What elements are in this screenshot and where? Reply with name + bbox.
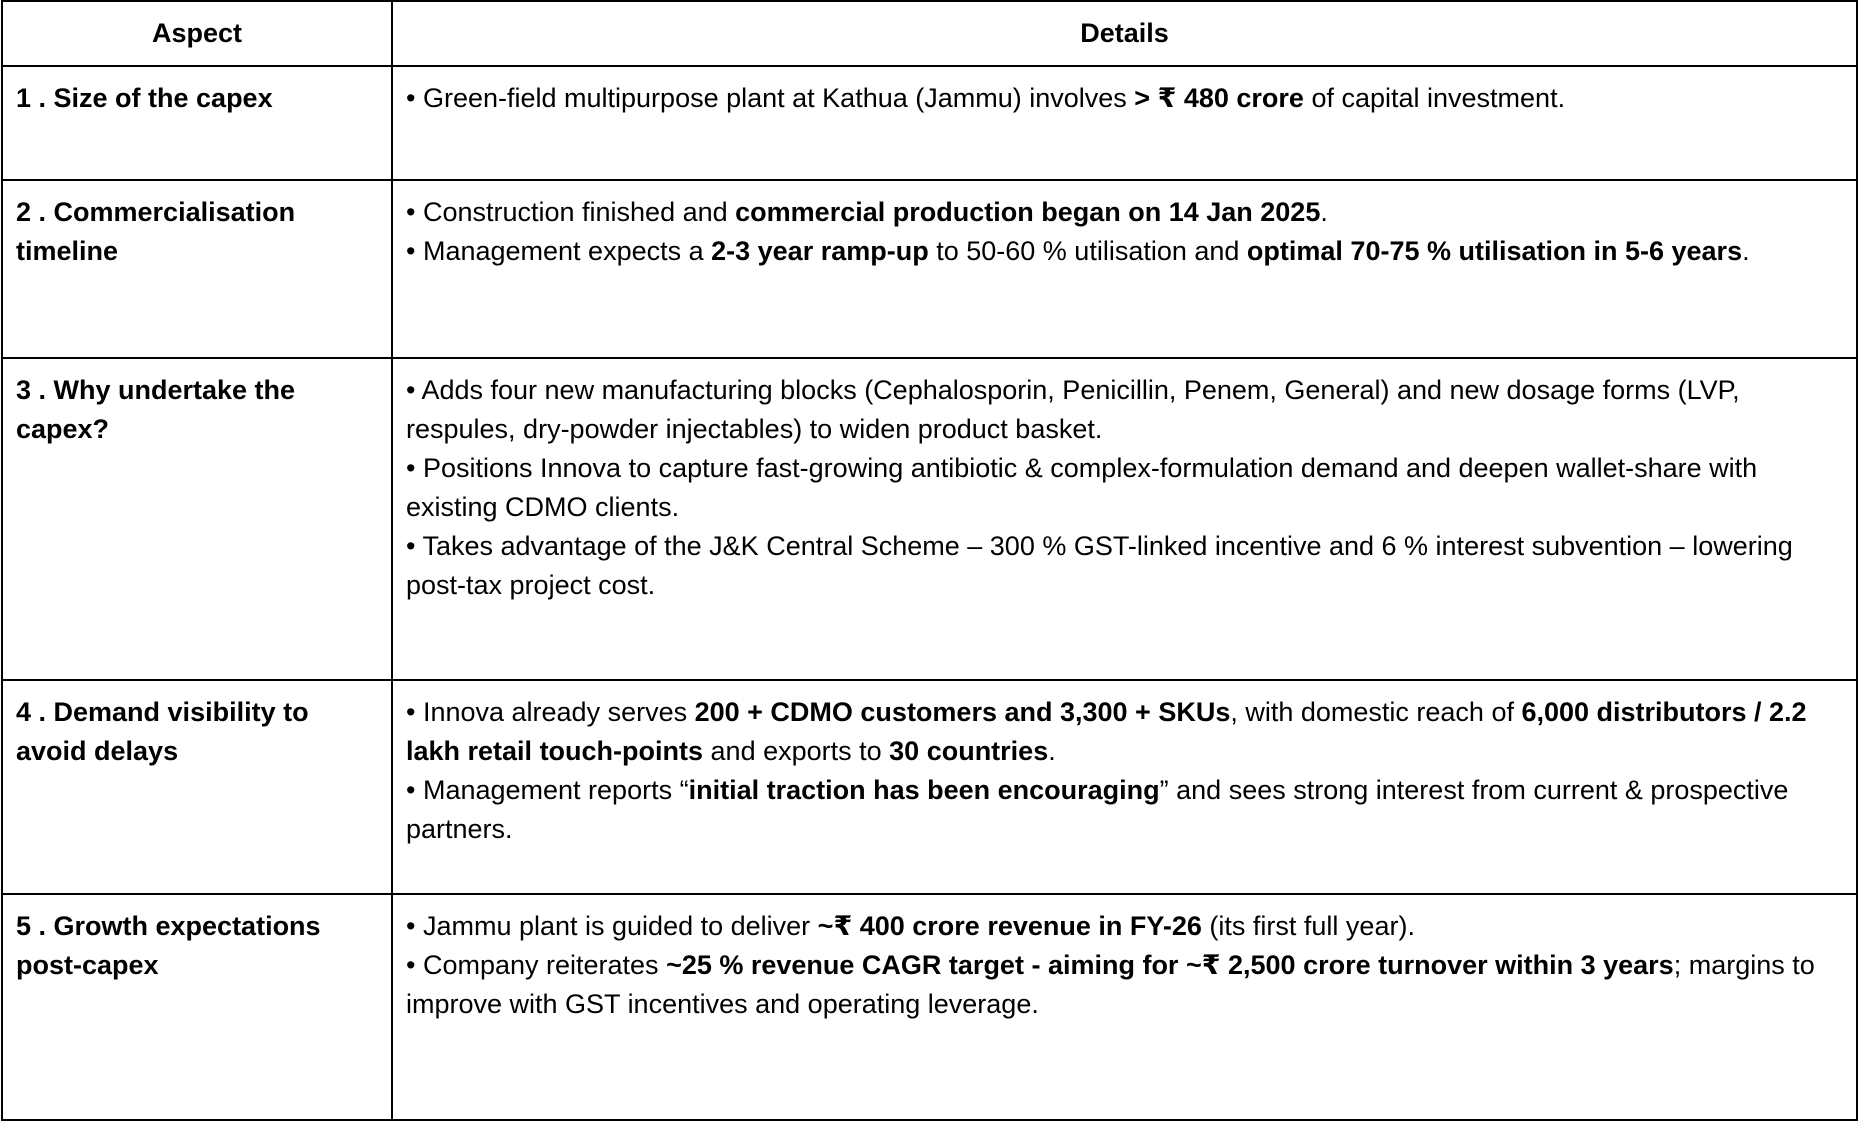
text-segment: . bbox=[1048, 736, 1056, 766]
text-segment: • Positions Innova to capture fast-growing antibiotic & complex-formulation demand and deepen wallet-share with existing CDMO clients. bbox=[406, 453, 1758, 522]
text-segment: • Management expects a bbox=[406, 236, 712, 266]
bullet-line bbox=[406, 771, 1844, 849]
bullet-line bbox=[406, 693, 1844, 771]
bullet-line bbox=[406, 527, 1844, 605]
header-aspect: Aspect bbox=[2, 1, 392, 66]
bold-text: 30 countries bbox=[889, 736, 1049, 766]
bold-text: optimal 70-75 % utilisation in 5-6 years bbox=[1246, 236, 1743, 266]
bold-text: 2-3 year ramp-up bbox=[711, 236, 929, 266]
table-row bbox=[2, 180, 1857, 358]
details-cell bbox=[392, 680, 1857, 894]
text-segment: ; margins to improve with GST incentives and operating leverage. bbox=[406, 950, 1815, 1019]
bullet-line bbox=[406, 193, 1844, 232]
bullet-line bbox=[406, 946, 1844, 1024]
bold-text: commercial production began on 14 Jan 2025 bbox=[735, 197, 1321, 227]
text-segment: . bbox=[1320, 197, 1328, 227]
text-segment: , with domestic reach of bbox=[1230, 697, 1522, 727]
capex-table bbox=[1, 0, 1858, 1121]
bold-text: 6,000 distributors / 2.2 lakh retail touch-points bbox=[406, 697, 1807, 766]
aspect-cell: 2 . Commercialisation timeline bbox=[2, 180, 392, 358]
table-header bbox=[2, 1, 1857, 66]
aspect-cell: 3 . Why undertake the capex? bbox=[2, 358, 392, 680]
table-row bbox=[2, 894, 1857, 1120]
text-segment: and exports to bbox=[703, 736, 890, 766]
table-row bbox=[2, 358, 1857, 680]
header-row bbox=[2, 1, 1857, 66]
bold-text: ~25 % revenue CAGR target - aiming for ~₹ 2,500 crore turnover within 3 years bbox=[666, 950, 1674, 980]
text-segment: ” and sees strong interest from current & prospective partners. bbox=[406, 775, 1789, 844]
details-cell bbox=[392, 358, 1857, 680]
aspect-cell: 5 . Growth expectations post-capex bbox=[2, 894, 392, 1120]
bold-text: 200 + CDMO customers and 3,300 + SKUs bbox=[694, 697, 1231, 727]
text-segment: . bbox=[1742, 236, 1750, 266]
aspect-cell: 4 . Demand visibility to avoid delays bbox=[2, 680, 392, 894]
bullet-line bbox=[406, 907, 1844, 946]
text-segment: • Jammu plant is guided to deliver bbox=[406, 911, 818, 941]
text-segment: • Takes advantage of the J&K Central Scheme – 300 % GST-linked incentive and 6 % interest subvention – lowering post-tax project cost. bbox=[406, 531, 1793, 600]
details-cell bbox=[392, 66, 1857, 180]
bold-text: > ₹ 480 crore bbox=[1134, 83, 1304, 113]
text-segment: • Management reports “ bbox=[406, 775, 689, 805]
table-body bbox=[2, 66, 1857, 1120]
text-segment: • Adds four new manufacturing blocks (Cephalosporin, Penicillin, Penem, General) and new dosage forms (LVP, respules, dry-powder injectables) to widen product basket. bbox=[406, 375, 1740, 444]
text-segment: to 50-60 % utilisation and bbox=[928, 236, 1247, 266]
text-segment: • Construction finished and bbox=[406, 197, 736, 227]
bullet-line bbox=[406, 232, 1844, 271]
bullet-line bbox=[406, 371, 1844, 449]
text-segment: • Company reiterates bbox=[406, 950, 667, 980]
bullet-line bbox=[406, 449, 1844, 527]
text-segment: • Green-field multipurpose plant at Kathua (Jammu) involves bbox=[406, 83, 1135, 113]
table-row bbox=[2, 680, 1857, 894]
text-segment: (its first full year). bbox=[1201, 911, 1415, 941]
table-row bbox=[2, 66, 1857, 180]
bullet-line bbox=[406, 79, 1844, 118]
aspect-cell: 1 . Size of the capex bbox=[2, 66, 392, 180]
details-cell bbox=[392, 894, 1857, 1120]
text-segment: of capital investment. bbox=[1303, 83, 1566, 113]
bold-text: initial traction has been encouraging bbox=[688, 775, 1160, 805]
details-cell bbox=[392, 180, 1857, 358]
header-details: Details bbox=[392, 1, 1857, 66]
bold-text: ~₹ 400 crore revenue in FY-26 bbox=[817, 911, 1202, 941]
text-segment: • Innova already serves bbox=[406, 697, 695, 727]
